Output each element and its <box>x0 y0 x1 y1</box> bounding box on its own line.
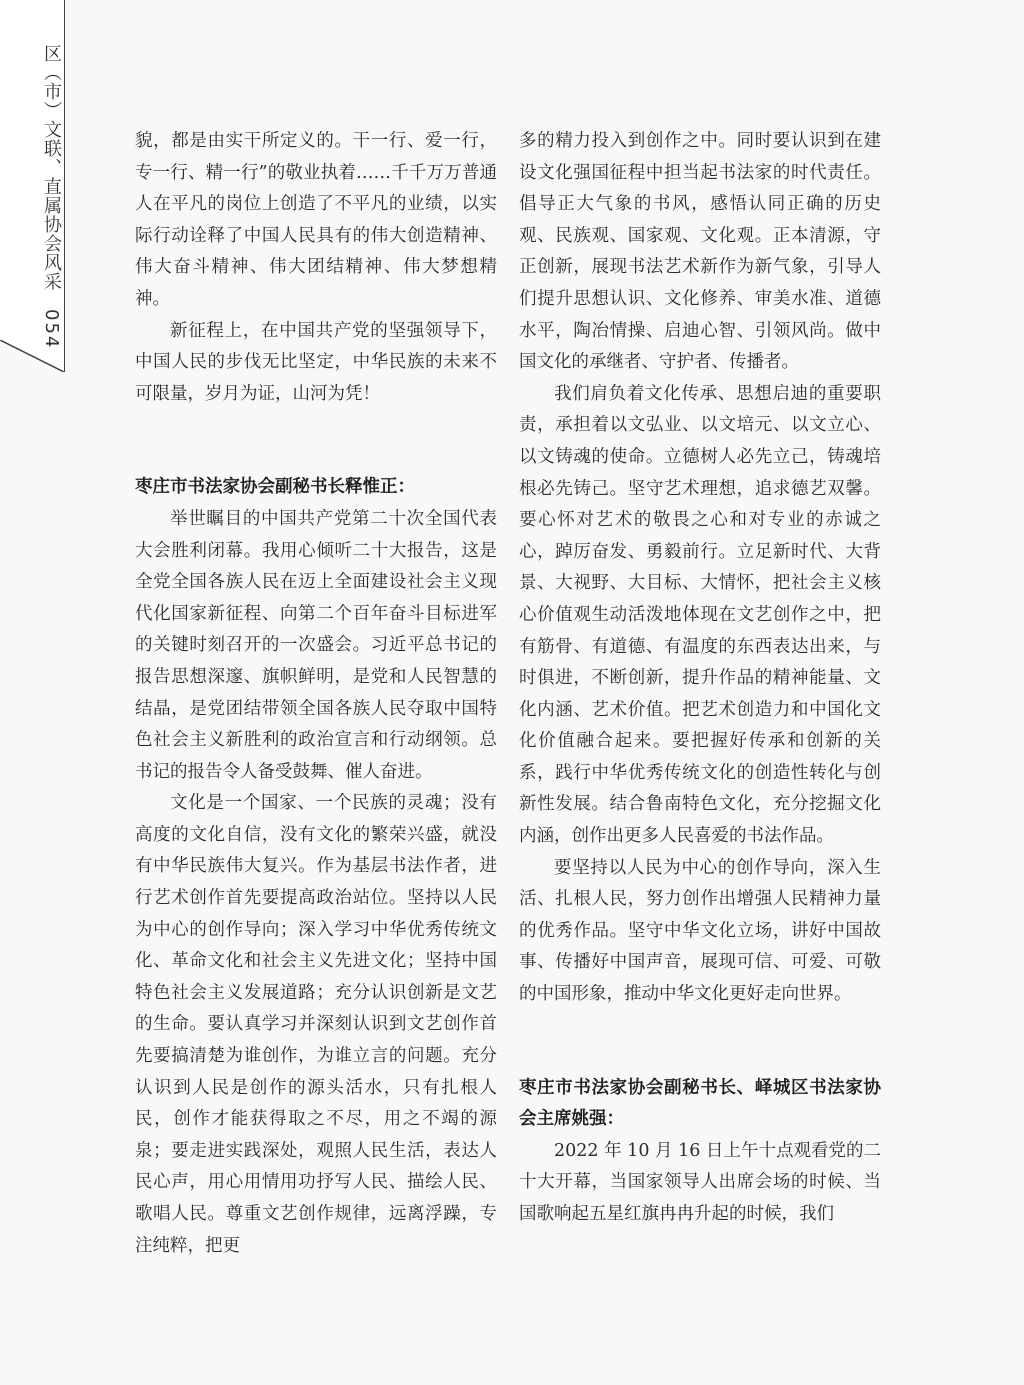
section-heading: 枣庄市书法家协会副秘书长释惟正： <box>135 477 415 498</box>
paragraph: 文化是一个国家、一个民族的灵魂；没有高度的文化自信，没有文化的繁荣兴盛，就没有中华民族伟大复兴。作为基层书法作者，进行艺术创作首先要提高政治站位。坚持以人民为中心的创作导向；深入学习中华优秀传统文化、革命文化和社会主义先进文化；坚持中国特色社会主义发展道路；充分认识创新是文艺的生命。要认真学习并深刻认识到文艺创作首先要搞清楚为谁创作，为谁立言的问题。充分认识到人民是创作的源头活水，只有扎根人民，创作才能获得取之不尽，用之不竭的源泉；要走进实践深处，观照人民生活，表达人民心声，用心用情用功抒写人民、描绘人民、歌唱人民。尊重文艺创作规律，远离浮躁，专注纯粹，把更 <box>135 793 497 1256</box>
page-number: 054 <box>41 309 62 350</box>
section-label <box>34 44 64 349</box>
paragraph: 新征程上，在中国共产党的坚强领导下，中国人民的步伐无比坚定，中华民族的未来不可限量，岁月为证，山河为凭！ <box>135 320 497 404</box>
spacer <box>519 1011 881 1073</box>
right-column <box>519 126 881 1231</box>
side-tab <box>0 0 65 372</box>
paragraph: 要坚持以人民为中心的创作导向，深入生活、扎根人民，努力创作出增强人民精神力量的优秀作品。坚守中华文化立场，讲好中国故事、传播好中国声音，展现可信、可爱、可敬的中国形象，推动中华文化更好走向世界。 <box>519 857 881 1005</box>
left-column <box>135 126 497 1262</box>
paragraph: 举世瞩目的中国共产党第二十次全国代表大会胜利闭幕。我用心倾听二十大报告，这是全党全国各族人民在迈上全面建设社会主义现代化国家新征程、向第二个百年奋斗目标进军的关键时刻召开的一次盛会。习近平总书记的报告思想深邃、旗帜鲜明，是党和人民智慧的结晶，是党团结带领全国各族人民夺取中国特色社会主义新胜利的政治宣言和行动纲领。总书记的报告令人备受鼓舞、催人奋进。 <box>135 508 497 782</box>
spacer <box>135 410 497 472</box>
paragraph: 我们肩负着文化传承、思想启迪的重要职责，承担着以文弘业、以文培元、以文立心、以文铸魂的使命。立德树人必先立己，铸魂培根必先铸己。坚守艺术理想，追求德艺双馨。要心怀对艺术的敬畏之心和对专业的赤诚之心，踔厉奋发、勇毅前行。立足新时代、大背景、大视野、大目标、大情怀，把社会主义核心价值观生动活泼地体现在文艺创作之中，把有筋骨、有道德、有温度的东西表达出来，与时俱进，不断创新，提升作品的精神能量、文化内涵、艺术价值。把艺术创造力和中国化文化价值融合起来。要把握好传承和创新的关系，践行中华优秀传统文化的创造性转化与创新性发展。结合鲁南特色文化，充分挖掘文化内涵，创作出更多人民喜爱的书法作品。 <box>519 383 881 847</box>
section-heading: 枣庄市书法家协会副秘书长、峄城区书法家协会主席姚强： <box>519 1077 881 1130</box>
section-title: 区（市）文联、直属协会风采 <box>41 44 62 291</box>
paragraph: 貌，都是由实干所定义的。干一行、爱一行，专一行、精一行”的敬业执着……千千万万普通人在平凡的岗位上创造了不平凡的业绩，以实际行动诠释了中国人民具有的伟大创造精神、伟大奋斗精神、伟大团结精神、伟大梦想精神。 <box>135 131 497 309</box>
paragraph: 2022 年 10 月 16 日上午十点观看党的二十大开幕，当国家领导人出席会场的时候、当国歌响起五星红旗冉冉升起的时候，我们 <box>519 1140 881 1224</box>
paragraph: 多的精力投入到创作之中。同时要认识到在建设文化强国征程中担当起书法家的时代责任。倡导正大气象的书风，感悟认同正确的历史观、民族观、国家观、文化观。正本清源，守正创新，展现书法艺术新作为新气象，引导人们提升思想认识、文化修养、审美水准、道德水平，陶冶情操、启迪心智、引领风尚。做中国文化的承继者、守护者、传播者。 <box>519 131 881 373</box>
